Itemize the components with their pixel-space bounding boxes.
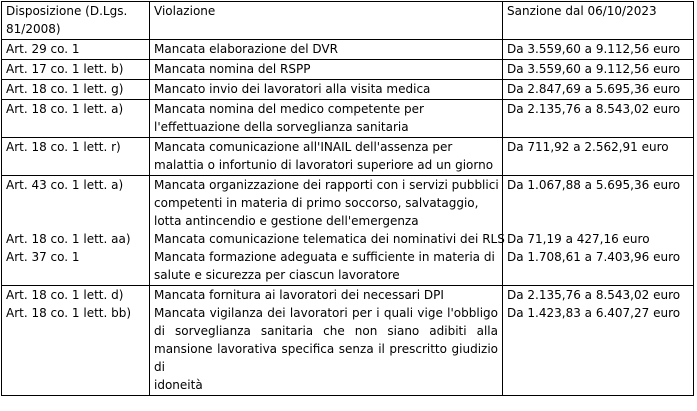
provision-line: Art. 37 co. 1 <box>6 250 80 264</box>
violation-line: Mancata elaborazione del DVR <box>154 42 338 56</box>
provision-line: Art. 17 co. 1 lett. b) <box>6 62 124 76</box>
table-row <box>2 40 694 60</box>
sanction-cell <box>503 40 694 60</box>
header-violation-cell <box>150 2 503 40</box>
provision-cell <box>2 40 150 60</box>
violation-cell <box>150 138 503 176</box>
provision-line: Art. 43 co. 1 lett. a) <box>6 178 124 192</box>
sanction-cell <box>503 286 694 396</box>
table-row <box>2 60 694 80</box>
violation-line: Mancata comunicazione all'INAIL dell'assenza per <box>154 140 453 154</box>
sanction-line: Da 2.847,69 a 5.695,36 euro <box>507 82 681 96</box>
sanction-line: Da 1.708,61 a 7.403,96 euro <box>507 250 681 264</box>
sanction-line: Da 2.135,76 a 8.543,02 euro <box>507 102 681 116</box>
provision-cell <box>2 60 150 80</box>
violation-line: l'effettuazione della sorveglianza sanitaria <box>154 120 409 134</box>
violation-cell <box>150 60 503 80</box>
violation-cell <box>150 286 503 396</box>
header-sanction-cell <box>503 2 694 40</box>
violation-line: idoneità <box>154 378 203 392</box>
violation-line: Mancata nomina del medico competente per <box>154 102 424 116</box>
violation-line: Mancato invio dei lavoratori alla visita medica <box>154 82 431 96</box>
sanction-line: Da 1.067,88 a 5.695,36 euro <box>507 178 681 192</box>
provision-line: Art. 18 co. 1 lett. d) <box>6 288 124 302</box>
provision-cell <box>2 286 150 396</box>
violation-line: salute e sicurezza per ciascun lavoratore <box>154 268 400 282</box>
sanction-line: Da 3.559,60 a 9.112,56 euro <box>507 42 681 56</box>
provision-line: Art. 29 co. 1 <box>6 42 80 56</box>
violation-line: mansione lavorativa specifica senza il prescritto giudizio di <box>154 342 498 374</box>
provision-cell <box>2 176 150 286</box>
table-row <box>2 80 694 100</box>
table-row <box>2 176 694 286</box>
sanction-line <box>507 212 689 230</box>
sanction-line: Da 711,92 a 2.562,91 euro <box>507 140 669 154</box>
table-header-row <box>2 2 694 40</box>
violation-line: Mancata formazione adeguata e sufficiente in materia di <box>154 250 495 264</box>
sanction-cell <box>503 138 694 176</box>
provision-line: Art. 18 co. 1 lett. aa) <box>6 232 131 246</box>
provision-line: Art. 18 co. 1 lett. r) <box>6 140 121 154</box>
header-provision-line: Disposizione (D.Lgs. <box>6 4 128 18</box>
violation-line: Mancata nomina del RSPP <box>154 62 311 76</box>
violation-line: Mancata fornitura ai lavoratori dei necessari DPI <box>154 288 444 302</box>
sanction-cell <box>503 60 694 80</box>
header-sanction: Sanzione dal 06/10/2023 <box>507 4 657 18</box>
sanction-cell <box>503 80 694 100</box>
violation-cell <box>150 100 503 138</box>
header-provision-cell <box>2 2 150 40</box>
sanction-cell <box>503 100 694 138</box>
violation-cell <box>150 176 503 286</box>
violation-line: Mancata vigilanza dei lavoratori per i quali vige l'obbligo <box>154 306 498 320</box>
violation-line: lotta antincendio e gestione dell'emergenza <box>154 214 419 228</box>
provision-cell <box>2 138 150 176</box>
sanction-line: Da 71,19 a 427,16 euro <box>507 232 650 246</box>
table-row <box>2 286 694 396</box>
sanction-line: Da 2.135,76 a 8.543,02 euro <box>507 288 681 302</box>
header-provision-line: 81/2008) <box>6 22 61 36</box>
header-violation: Violazione <box>154 4 216 18</box>
provision-cell <box>2 100 150 138</box>
table-row <box>2 138 694 176</box>
sanction-line <box>507 194 689 212</box>
violation-line: Mancata organizzazione dei rapporti con i servizi pubblici <box>154 178 499 192</box>
provision-line: Art. 18 co. 1 lett. a) <box>6 102 124 116</box>
violation-line: competenti in materia di primo soccorso, salvataggio, <box>154 196 479 210</box>
provision-line <box>6 194 145 212</box>
violation-line: malattia o infortunio di lavoratori superiore ad un giorno <box>154 158 494 172</box>
table-row <box>2 100 694 138</box>
violation-cell <box>150 80 503 100</box>
provision-line: Art. 18 co. 1 lett. g) <box>6 82 124 96</box>
provision-line: Art. 18 co. 1 lett. bb) <box>6 306 132 320</box>
sanction-cell <box>503 176 694 286</box>
sanctions-table <box>1 1 694 396</box>
sanction-line: Da 3.559,60 a 9.112,56 euro <box>507 62 681 76</box>
violation-cell <box>150 40 503 60</box>
provision-cell <box>2 80 150 100</box>
violation-line: di sorveglianza sanitaria che non siano adibiti alla <box>154 324 498 338</box>
provision-line <box>6 212 145 230</box>
sanction-line: Da 1.423,83 a 6.407,27 euro <box>507 306 681 320</box>
violation-line: Mancata comunicazione telematica dei nominativi dei RLS <box>154 232 505 246</box>
